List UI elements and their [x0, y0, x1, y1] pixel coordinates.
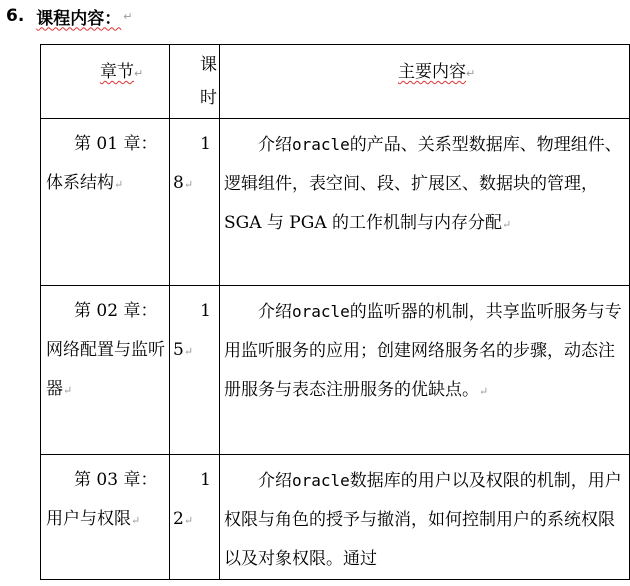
hours-digit-2: 8 — [173, 173, 184, 193]
chapter-content: 介绍oracle的产品、关系型数据库、物理组件、逻辑组件，表空间、段、扩展区、数据块的管理，SGA 与 PGA 的工作机制与内存分配↵ — [224, 135, 622, 233]
section-heading — [6, 3, 133, 29]
hours-digit-2: 2 — [173, 509, 184, 529]
course-content-table — [40, 44, 630, 580]
table-row: 第 02 章： 网络配置与监听器↵ 1 5↵ 介绍oracle的监听器的机制，共享监听服务与专用监听服务的应用；创建网络服务名的步骤，动态注册服务与表态注册服务的优缺点。↵ — [41, 286, 630, 455]
header-content: 主要内容 — [398, 62, 466, 82]
chapter-title: 用户与权限 — [46, 509, 131, 529]
hours-digit-1: 1 — [200, 470, 211, 490]
chapter-number: 第 03 章： — [74, 470, 158, 490]
section-number: 6. — [6, 6, 25, 26]
chapter-title: 体系结构 — [46, 173, 114, 193]
hours-digit-2: 5 — [173, 340, 184, 360]
table-row: 第 01 章： 体系结构↵ 1 8↵ 介绍oracle的产品、关系型数据库、物理组件、逻辑组件，表空间、段、扩展区、数据块的管理，SGA 与 PGA 的工作机制与内存分配↵ — [41, 119, 630, 286]
chapter-content: 介绍oracle数据库的用户以及权限的机制，用户权限与角色的授予与撤消，如何控制用户的系统权限以及对象权限。通过 — [224, 471, 622, 569]
chapter-number: 第 01 章： — [74, 134, 158, 154]
header-hours-bottom: 时 — [200, 88, 217, 108]
header-content-cell: 主要内容↵ — [220, 45, 630, 119]
hours-digit-1: 1 — [200, 134, 211, 154]
header-chapter-cell: 章节↵ — [41, 45, 170, 119]
table-row: 第 03 章： 用户与权限↵ 1 2↵ 介绍oracle数据库的用户以及权限的机制，用户权限与角色的授予与撤消，如何控制用户的系统权限以及对象权限。通过 — [41, 455, 630, 580]
hours-digit-1: 1 — [200, 301, 211, 321]
header-chapter: 章节 — [100, 62, 134, 82]
header-hours-top: 课 — [200, 55, 217, 75]
chapter-content: 介绍oracle的监听器的机制，共享监听服务与专用监听服务的应用；创建网络服务名的步骤，动态注册服务与表态注册服务的优缺点。↵ — [224, 302, 622, 400]
chapter-number: 第 02 章： — [74, 301, 158, 321]
header-hours-cell — [170, 45, 220, 119]
paragraph-mark: ↵ — [123, 9, 133, 23]
table-header-row — [41, 45, 630, 119]
chapter-title: 网络配置与监听器 — [46, 340, 165, 399]
section-title: 课程内容： — [36, 8, 122, 29]
